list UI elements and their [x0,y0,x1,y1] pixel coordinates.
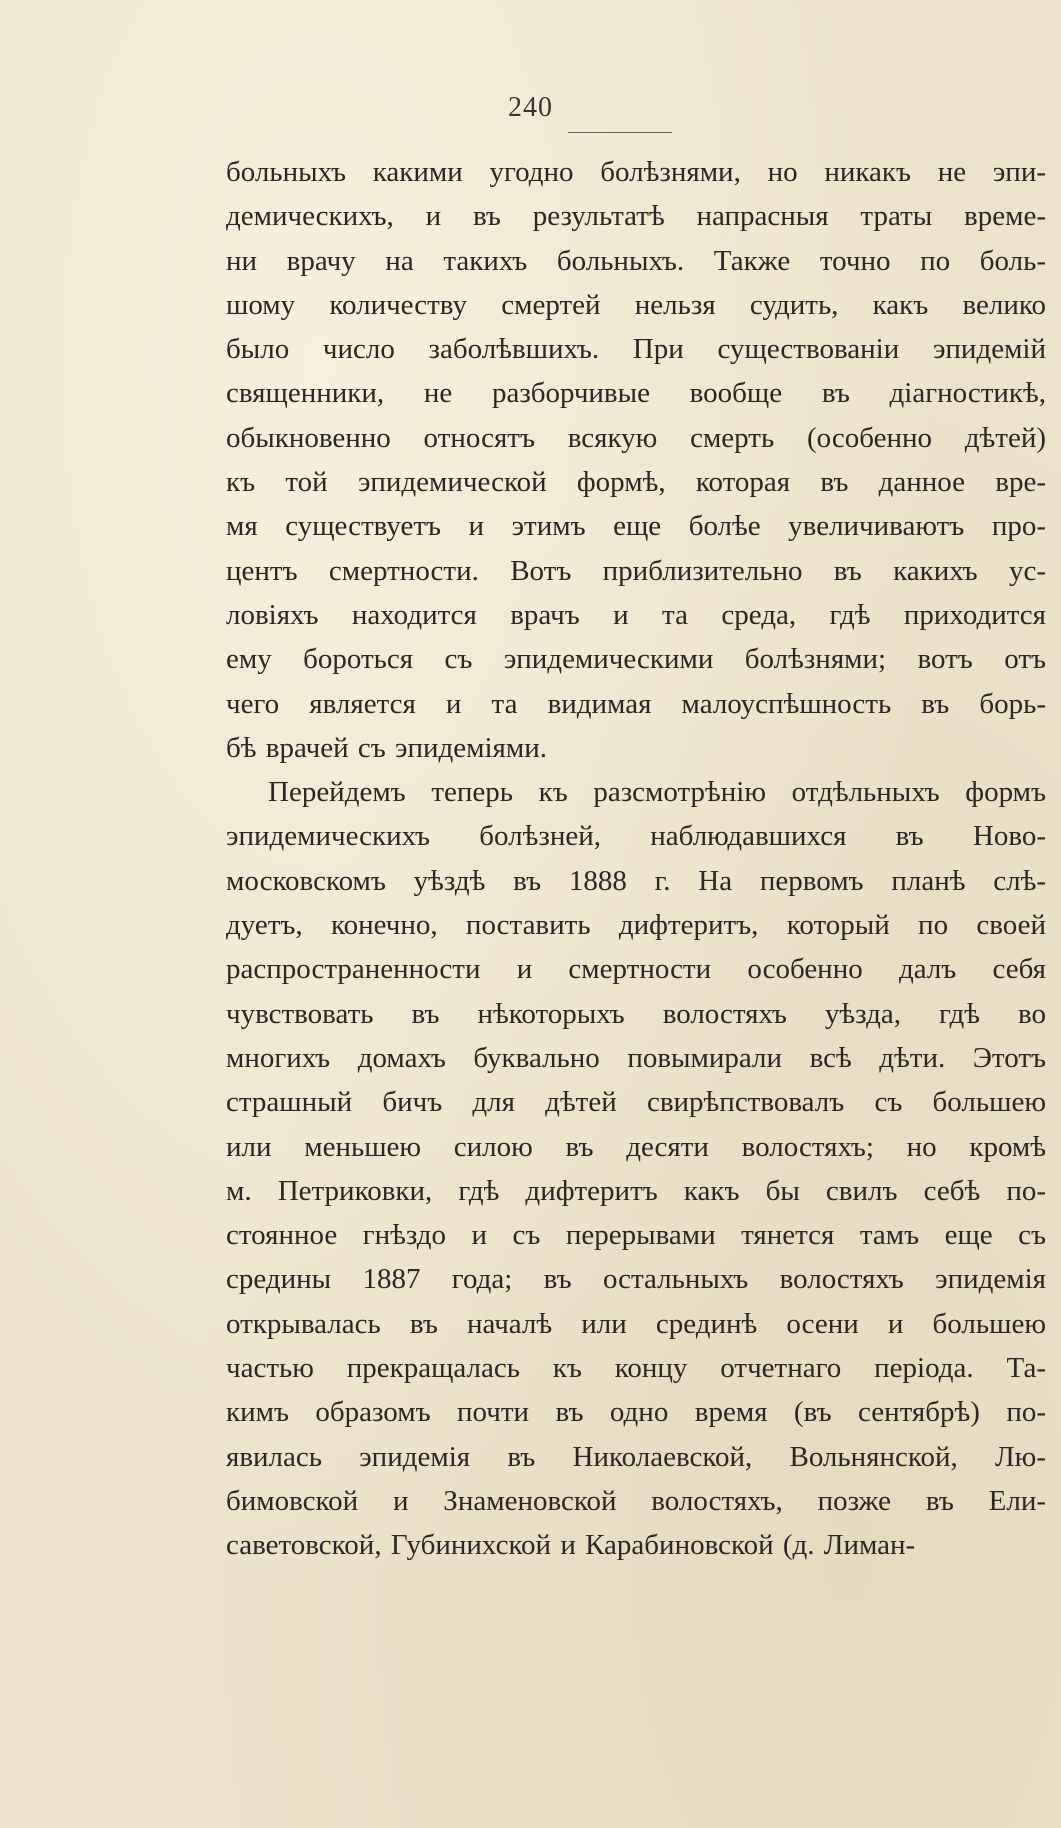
text-line: страшный бичъ для дѣтей свирѣпствовалъ съ большею [226,1086,1046,1119]
text-line: больныхъ какими угодно болѣзнями, но никакъ не эпи- [226,156,1046,188]
body-text [226,150,1046,1568]
text-line: московскомъ уѣздѣ въ 1888 г. На первомъ планѣ слѣ- [226,864,1046,897]
text-line: стоянное гнѣздо и съ перерывами тянется тамъ еще съ [226,1219,1046,1252]
text-line: м. Петриковки, гдѣ дифтеритъ какъ бы свилъ себѣ по- [226,1174,1046,1207]
text-line: или меньшею силою въ десяти волостяхъ; но кромѣ [226,1130,1046,1163]
text-line: саветовской, Губинихской и Карабиновской (д. Лиман- [226,1529,916,1562]
paragraph [226,770,1046,1567]
text-line: священники, не разборчивые вообще въ діагностикѣ, [226,377,1046,410]
text-line: средины 1887 года; въ остальныхъ волостяхъ эпидемія [226,1263,1046,1296]
text-line: чего является и та видимая малоуспѣшность въ борь- [226,687,1046,720]
text-line: шому количеству смертей нельзя судить, какъ велико [226,288,1046,321]
text-line: ему бороться съ эпидемическими болѣзнями; вотъ отъ [226,643,1046,676]
page-number: 240 [508,92,553,123]
text-line: открывалась въ началѣ или срединѣ осени и большею [226,1307,1046,1340]
text-line: бѣ врачей съ эпидеміями. [226,731,547,764]
text-line: бимовской и Знаменовской волостяхъ, позже въ Ели- [226,1484,1046,1517]
text-line: кимъ образомъ почти въ одно время (въ сентябрѣ) по- [226,1396,1046,1429]
text-line: ловіяхъ находится врачъ и та среда, гдѣ приходится [226,598,1046,631]
text-line: распространенности и смертности особенно далъ себя [226,953,1046,986]
page-number-rule [568,132,672,133]
text-line: демическихъ, и въ результатѣ напрасныя траты време- [226,200,1046,233]
text-line: эпидемическихъ болѣзней, наблюдавшихся въ Ново- [226,820,1046,853]
text-line: мя существуетъ и этимъ еще болѣе увеличиваютъ про- [226,510,1046,543]
paragraph [226,150,1046,770]
text-line: многихъ домахъ буквально повымирали всѣ дѣти. Этотъ [226,1041,1046,1074]
text-line: обыкновенно относятъ всякую смерть (особенно дѣтей) [226,421,1046,454]
text-line: къ той эпидемической формѣ, которая въ данное вре- [226,466,1046,499]
text-line: явилась эпидемія въ Николаевской, Вольнянской, Лю- [226,1440,1046,1473]
text-line: частью прекращалась къ концу отчетнаго періода. Та- [226,1352,1046,1385]
text-line: было число заболѣвшихъ. При существованіи эпидемій [226,333,1046,366]
text-line: Перейдемъ теперь къ разсмотрѣнію отдѣльныхъ формъ [268,776,1046,809]
text-line: центъ смертности. Вотъ приблизительно въ какихъ ус- [226,554,1046,587]
text-line: чувствовать въ нѣкоторыхъ волостяхъ уѣзда, гдѣ во [226,997,1046,1030]
text-line: ни врачу на такихъ больныхъ. Также точно по боль- [226,244,1046,277]
text-line: дуетъ, конечно, поставить дифтеритъ, который по своей [226,909,1046,942]
